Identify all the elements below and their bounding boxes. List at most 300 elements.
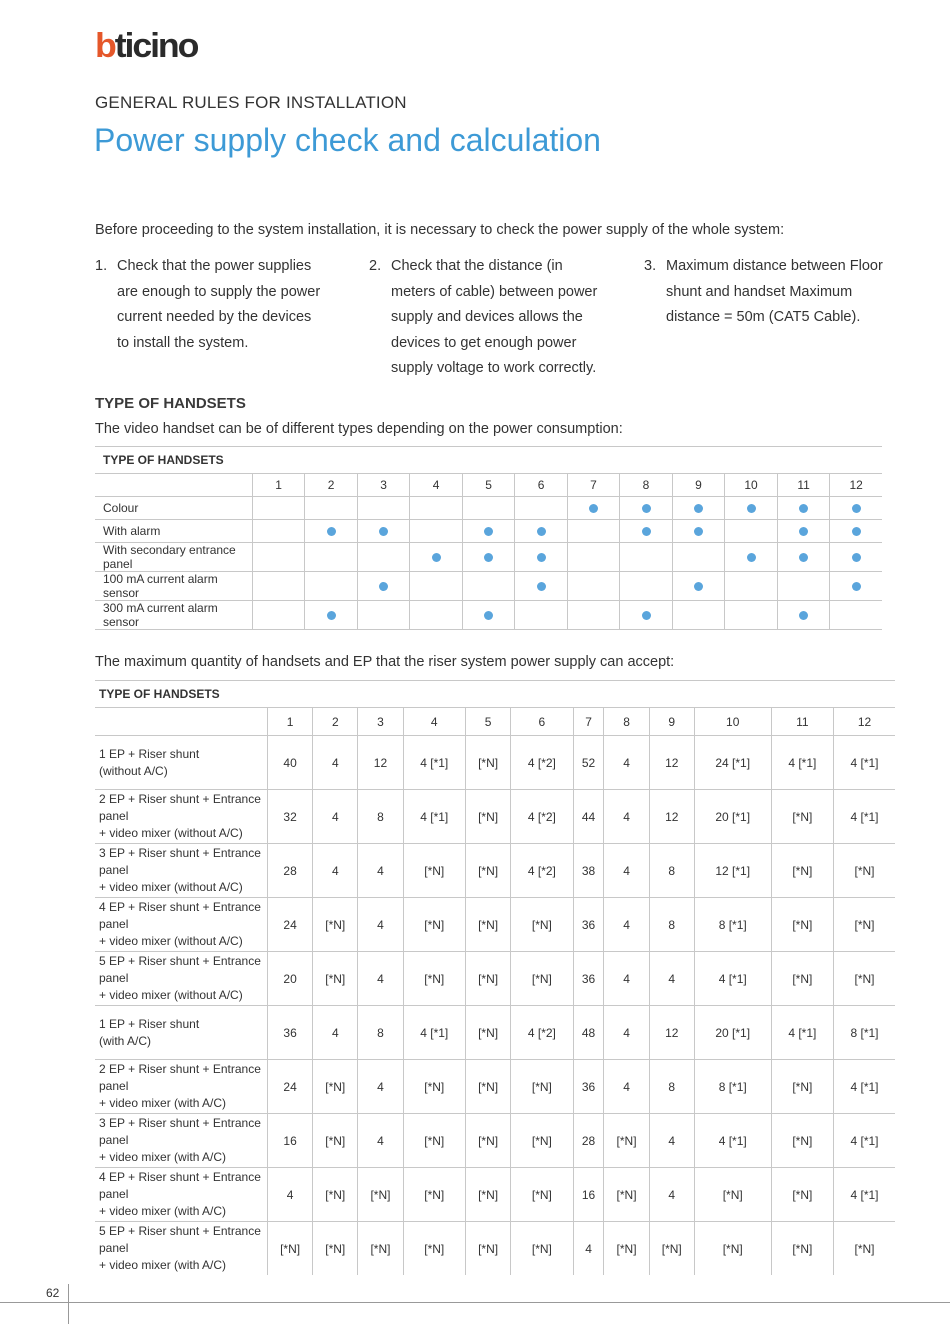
table-cell: 4 bbox=[649, 952, 694, 1006]
table-cell: 16 bbox=[573, 1168, 604, 1222]
table-cell: [*N] bbox=[313, 1060, 358, 1114]
feature-dot-icon bbox=[747, 553, 756, 562]
row-label: 100 mA current alarm sensor bbox=[95, 572, 252, 601]
table-cell: 4 [*1] bbox=[403, 736, 465, 790]
header-corner bbox=[95, 474, 252, 497]
feature-dot-icon bbox=[799, 611, 808, 620]
table-cell: [*N] bbox=[403, 844, 465, 898]
table-cell: [*N] bbox=[268, 1222, 313, 1276]
table-cell bbox=[410, 601, 462, 630]
table-cell bbox=[620, 572, 672, 601]
handset-types-table bbox=[95, 446, 882, 630]
table-cell: [*N] bbox=[771, 844, 833, 898]
table-cell bbox=[357, 520, 409, 543]
table-cell bbox=[462, 520, 514, 543]
table-cell bbox=[462, 543, 514, 572]
table-cell: 8 bbox=[358, 1006, 403, 1060]
table-row bbox=[95, 952, 895, 1006]
column-header: 10 bbox=[694, 708, 771, 736]
table-cell: 4 bbox=[604, 736, 649, 790]
table-cell: 24 bbox=[268, 1060, 313, 1114]
table-cell: 4 bbox=[358, 1114, 403, 1168]
row-label-line-1: 5 EP + Riser shunt + Entrance panel bbox=[99, 954, 261, 985]
feature-dot-icon bbox=[432, 553, 441, 562]
table-cell: [*N] bbox=[511, 952, 573, 1006]
table-cell: [*N] bbox=[511, 1168, 573, 1222]
page-number: 62 bbox=[46, 1286, 60, 1300]
table-row bbox=[95, 572, 882, 601]
table-cell: 4 [*1] bbox=[834, 736, 895, 790]
table-cell: [*N] bbox=[465, 844, 510, 898]
row-label-line-1: 2 EP + Riser shunt + Entrance panel bbox=[99, 1062, 261, 1093]
table-cell: 4 [*1] bbox=[834, 1060, 895, 1114]
table-cell bbox=[305, 497, 357, 520]
row-label-line-1: 1 EP + Riser shunt bbox=[99, 746, 200, 761]
row-label-line-1: 3 EP + Riser shunt + Entrance panel bbox=[99, 846, 261, 877]
column-header: 6 bbox=[511, 708, 573, 736]
table-cell: [*N] bbox=[604, 1168, 649, 1222]
feature-dot-icon bbox=[642, 527, 651, 536]
row-label-line-2: + video mixer (with A/C) bbox=[99, 1150, 227, 1164]
column-header: 10 bbox=[725, 474, 778, 497]
row-label-line-2: + video mixer (without A/C) bbox=[99, 826, 243, 840]
table-cell: [*N] bbox=[465, 1006, 510, 1060]
row-label-line-1: 3 EP + Riser shunt + Entrance panel bbox=[99, 1116, 261, 1147]
table-cell bbox=[252, 572, 304, 601]
table-cell: [*N] bbox=[649, 1222, 694, 1276]
feature-dot-icon bbox=[852, 582, 861, 591]
row-label bbox=[95, 1060, 268, 1114]
table-row bbox=[95, 898, 895, 952]
row-label-line-2: + video mixer (with A/C) bbox=[99, 1204, 227, 1218]
table-cell: 4 [*2] bbox=[511, 1006, 573, 1060]
row-label bbox=[95, 1222, 268, 1276]
table-row bbox=[95, 1222, 895, 1276]
table-cell: [*N] bbox=[403, 898, 465, 952]
row-label-line-2: + video mixer (without A/C) bbox=[99, 934, 243, 948]
step-number: 3. bbox=[644, 258, 657, 274]
table-cell: [*N] bbox=[465, 1222, 510, 1276]
table-cell bbox=[410, 520, 462, 543]
table-cell: 4 bbox=[604, 790, 649, 844]
table-cell: 28 bbox=[573, 1114, 604, 1168]
table-caption: TYPE OF HANDSETS bbox=[95, 681, 895, 708]
table-cell: 4 [*2] bbox=[511, 790, 573, 844]
column-header: 7 bbox=[573, 708, 604, 736]
table-cell: 8 bbox=[649, 844, 694, 898]
table-row bbox=[95, 543, 882, 572]
table-cell: 4 bbox=[313, 844, 358, 898]
table-cell: [*N] bbox=[834, 844, 895, 898]
table-cell bbox=[410, 497, 462, 520]
table-cell: [*N] bbox=[403, 1114, 465, 1168]
column-header: 3 bbox=[358, 708, 403, 736]
column-header: 11 bbox=[771, 708, 833, 736]
table-cell: [*N] bbox=[694, 1222, 771, 1276]
table-cell: 20 [*1] bbox=[694, 790, 771, 844]
feature-dot-icon bbox=[484, 611, 493, 620]
table-cell: [*N] bbox=[834, 952, 895, 1006]
max-quantity-description: The maximum quantity of handsets and EP that the riser system power supply can accept: bbox=[95, 654, 675, 670]
table-cell: 44 bbox=[573, 790, 604, 844]
table-cell: [*N] bbox=[313, 1222, 358, 1276]
row-label bbox=[95, 1114, 268, 1168]
table-cell: 4 bbox=[573, 1222, 604, 1276]
table-cell: 4 bbox=[604, 1006, 649, 1060]
table-cell bbox=[567, 572, 619, 601]
table-cell: 12 [*1] bbox=[694, 844, 771, 898]
table-cell: [*N] bbox=[604, 1222, 649, 1276]
table-cell bbox=[620, 497, 672, 520]
table-cell bbox=[252, 543, 304, 572]
step-text: Check that the power supplies are enough to supply the power current needed by the devices to install the system. bbox=[117, 258, 321, 351]
table-cell: [*N] bbox=[313, 1168, 358, 1222]
table-cell: 8 bbox=[649, 898, 694, 952]
table-cell: 32 bbox=[268, 790, 313, 844]
row-label-line-2: + video mixer (with A/C) bbox=[99, 1258, 227, 1272]
row-label bbox=[95, 790, 268, 844]
max-quantity-table bbox=[95, 680, 895, 1275]
table-cell bbox=[515, 601, 567, 630]
row-label: With secondary entrance panel bbox=[95, 543, 252, 572]
table-cell: 24 [*1] bbox=[694, 736, 771, 790]
table-row bbox=[95, 736, 895, 790]
types-description: The video handset can be of different types depending on the power consumption: bbox=[95, 421, 623, 437]
table-cell: 48 bbox=[573, 1006, 604, 1060]
table-row bbox=[95, 1006, 895, 1060]
column-header: 9 bbox=[649, 708, 694, 736]
table-cell bbox=[305, 601, 357, 630]
column-header: 5 bbox=[462, 474, 514, 497]
row-label bbox=[95, 952, 268, 1006]
table-cell: 4 [*1] bbox=[403, 1006, 465, 1060]
table-cell bbox=[830, 601, 882, 630]
feature-dot-icon bbox=[589, 504, 598, 513]
table-cell: 4 [*1] bbox=[771, 736, 833, 790]
footer-divider bbox=[0, 1302, 950, 1303]
column-header: 1 bbox=[252, 474, 304, 497]
table-cell bbox=[567, 601, 619, 630]
step-number: 1. bbox=[95, 258, 108, 274]
table-cell: 12 bbox=[649, 1006, 694, 1060]
table-cell: 8 bbox=[358, 790, 403, 844]
section-label: GENERAL RULES FOR INSTALLATION bbox=[95, 93, 407, 112]
table-cell bbox=[252, 520, 304, 543]
feature-dot-icon bbox=[852, 553, 861, 562]
table-cell: 12 bbox=[649, 736, 694, 790]
row-label-line-2: (without A/C) bbox=[99, 763, 168, 778]
table-cell bbox=[672, 520, 724, 543]
step-1 bbox=[95, 254, 325, 356]
table-cell: 4 bbox=[268, 1168, 313, 1222]
table-cell: 20 [*1] bbox=[694, 1006, 771, 1060]
table-cell: 24 bbox=[268, 898, 313, 952]
table-cell: [*N] bbox=[771, 1168, 833, 1222]
table-cell bbox=[725, 601, 778, 630]
table-cell: [*N] bbox=[771, 1222, 833, 1276]
table-cell: 4 [*1] bbox=[834, 1168, 895, 1222]
table-cell: 4 bbox=[604, 844, 649, 898]
table-cell bbox=[357, 601, 409, 630]
row-label-line-2: + video mixer (without A/C) bbox=[99, 988, 243, 1002]
table-cell: [*N] bbox=[313, 1114, 358, 1168]
table-cell bbox=[620, 601, 672, 630]
table-cell: 36 bbox=[573, 952, 604, 1006]
table-cell bbox=[777, 543, 830, 572]
table-cell bbox=[672, 543, 724, 572]
table-cell: 4 [*1] bbox=[694, 952, 771, 1006]
header-corner bbox=[95, 708, 268, 736]
table-cell bbox=[305, 520, 357, 543]
table-cell: 12 bbox=[649, 790, 694, 844]
table-cell bbox=[515, 572, 567, 601]
column-header: 8 bbox=[620, 474, 672, 497]
table-cell bbox=[252, 497, 304, 520]
row-label-line-1: 1 EP + Riser shunt bbox=[99, 1016, 200, 1031]
column-header: 12 bbox=[834, 708, 895, 736]
table-cell: 4 bbox=[313, 1006, 358, 1060]
row-label: Colour bbox=[95, 497, 252, 520]
table-cell: [*N] bbox=[771, 790, 833, 844]
row-label: 300 mA current alarm sensor bbox=[95, 601, 252, 630]
table-cell bbox=[672, 572, 724, 601]
table-cell: 4 bbox=[604, 1060, 649, 1114]
table-cell: [*N] bbox=[358, 1222, 403, 1276]
step-text: Check that the distance (in meters of cable) between power supply and devices allows the devices to get enough power supply voltage to work correctly. bbox=[391, 258, 598, 376]
table-cell bbox=[462, 497, 514, 520]
table-caption: TYPE OF HANDSETS bbox=[95, 447, 882, 474]
table-cell bbox=[462, 601, 514, 630]
types-heading: TYPE OF HANDSETS bbox=[95, 395, 246, 412]
row-label bbox=[95, 1168, 268, 1222]
table-cell: [*N] bbox=[511, 898, 573, 952]
feature-dot-icon bbox=[799, 527, 808, 536]
footer-vertical-rule bbox=[68, 1284, 69, 1324]
row-label-line-2: + video mixer (without A/C) bbox=[99, 880, 243, 894]
table-cell bbox=[830, 520, 882, 543]
column-header: 5 bbox=[465, 708, 510, 736]
feature-dot-icon bbox=[327, 611, 336, 620]
table-cell: 4 [*1] bbox=[694, 1114, 771, 1168]
table-cell bbox=[777, 601, 830, 630]
feature-dot-icon bbox=[799, 504, 808, 513]
table-cell bbox=[725, 572, 778, 601]
table-row bbox=[95, 1060, 895, 1114]
feature-dot-icon bbox=[379, 582, 388, 591]
table-cell bbox=[830, 572, 882, 601]
table-cell: 4 bbox=[649, 1168, 694, 1222]
table-row bbox=[95, 497, 882, 520]
column-header: 12 bbox=[830, 474, 882, 497]
column-header: 1 bbox=[268, 708, 313, 736]
table-cell: 4 [*1] bbox=[834, 1114, 895, 1168]
table-cell: 4 [*1] bbox=[834, 790, 895, 844]
row-label-line-1: 5 EP + Riser shunt + Entrance panel bbox=[99, 1224, 261, 1255]
table-cell: [*N] bbox=[465, 736, 510, 790]
bticino-logo: bticino bbox=[95, 27, 198, 65]
table-cell: [*N] bbox=[403, 1060, 465, 1114]
table-cell bbox=[515, 497, 567, 520]
column-header: 4 bbox=[410, 474, 462, 497]
feature-dot-icon bbox=[852, 504, 861, 513]
column-header: 4 bbox=[403, 708, 465, 736]
row-label-line-2: + video mixer (with A/C) bbox=[99, 1096, 227, 1110]
table-cell: 4 bbox=[358, 844, 403, 898]
table-cell bbox=[515, 520, 567, 543]
feature-dot-icon bbox=[642, 611, 651, 620]
table-cell: 4 bbox=[313, 790, 358, 844]
table-cell: 36 bbox=[573, 898, 604, 952]
table-cell bbox=[357, 572, 409, 601]
feature-dot-icon bbox=[537, 582, 546, 591]
table-cell: [*N] bbox=[465, 1060, 510, 1114]
table-caption-row bbox=[95, 681, 895, 708]
table-cell: 4 bbox=[604, 952, 649, 1006]
table-caption-row bbox=[95, 447, 882, 474]
table-cell bbox=[410, 572, 462, 601]
column-header: 6 bbox=[515, 474, 567, 497]
table-cell: 4 bbox=[604, 898, 649, 952]
table-cell bbox=[567, 543, 619, 572]
table-cell: [*N] bbox=[771, 1060, 833, 1114]
table-header-row bbox=[95, 708, 895, 736]
feature-dot-icon bbox=[694, 527, 703, 536]
table-cell bbox=[410, 543, 462, 572]
table-row bbox=[95, 790, 895, 844]
step-text: Maximum distance between Floor shunt and handset Maximum distance = 50m (CAT5 Cable). bbox=[666, 258, 883, 325]
table-row bbox=[95, 520, 882, 543]
table-cell: [*N] bbox=[403, 1222, 465, 1276]
table-cell: 8 [*1] bbox=[694, 898, 771, 952]
row-label-line-2: (with A/C) bbox=[99, 1033, 152, 1048]
table-cell: 40 bbox=[268, 736, 313, 790]
table-cell: 28 bbox=[268, 844, 313, 898]
table-cell bbox=[777, 520, 830, 543]
table-cell bbox=[620, 543, 672, 572]
table-cell bbox=[305, 572, 357, 601]
table-cell: 12 bbox=[358, 736, 403, 790]
table-cell: [*N] bbox=[511, 1060, 573, 1114]
intro-text: Before proceeding to the system installation, it is necessary to check the power supply of the whole system: bbox=[95, 222, 785, 238]
table-cell bbox=[777, 572, 830, 601]
column-header: 9 bbox=[672, 474, 724, 497]
table-cell: 4 bbox=[313, 736, 358, 790]
table-cell bbox=[567, 520, 619, 543]
table-cell: 36 bbox=[268, 1006, 313, 1060]
table-row bbox=[95, 844, 895, 898]
table-cell: 4 bbox=[358, 898, 403, 952]
table-cell: [*N] bbox=[313, 952, 358, 1006]
feature-dot-icon bbox=[799, 553, 808, 562]
table-cell bbox=[357, 543, 409, 572]
feature-dot-icon bbox=[484, 527, 493, 536]
table-cell bbox=[777, 497, 830, 520]
table-cell: [*N] bbox=[511, 1222, 573, 1276]
table-cell: [*N] bbox=[834, 898, 895, 952]
table-cell bbox=[252, 601, 304, 630]
table-cell: 36 bbox=[573, 1060, 604, 1114]
table-cell bbox=[725, 543, 778, 572]
column-header: 11 bbox=[777, 474, 830, 497]
table-cell: [*N] bbox=[834, 1222, 895, 1276]
table-cell: 8 [*1] bbox=[834, 1006, 895, 1060]
table-cell: 8 bbox=[649, 1060, 694, 1114]
column-header: 8 bbox=[604, 708, 649, 736]
table-cell: [*N] bbox=[465, 952, 510, 1006]
table-cell bbox=[515, 543, 567, 572]
row-label-line-1: 4 EP + Riser shunt + Entrance panel bbox=[99, 1170, 261, 1201]
table-cell: [*N] bbox=[358, 1168, 403, 1222]
row-label: With alarm bbox=[95, 520, 252, 543]
table-row bbox=[95, 1114, 895, 1168]
table-cell bbox=[725, 497, 778, 520]
column-header: 2 bbox=[313, 708, 358, 736]
table-cell: [*N] bbox=[465, 898, 510, 952]
table-cell: 4 bbox=[358, 1060, 403, 1114]
feature-dot-icon bbox=[484, 553, 493, 562]
table-cell: [*N] bbox=[313, 898, 358, 952]
table-cell: [*N] bbox=[694, 1168, 771, 1222]
row-label bbox=[95, 1006, 268, 1060]
feature-dot-icon bbox=[537, 527, 546, 536]
table-cell: [*N] bbox=[465, 1168, 510, 1222]
table-cell: 4 [*1] bbox=[771, 1006, 833, 1060]
table-cell bbox=[620, 520, 672, 543]
table-cell: [*N] bbox=[465, 790, 510, 844]
table-cell bbox=[725, 520, 778, 543]
table-cell: 8 [*1] bbox=[694, 1060, 771, 1114]
table-cell: 4 [*2] bbox=[511, 844, 573, 898]
page-title: Power supply check and calculation bbox=[94, 122, 601, 158]
column-header: 2 bbox=[305, 474, 357, 497]
table-cell: [*N] bbox=[771, 952, 833, 1006]
table-cell: 16 bbox=[268, 1114, 313, 1168]
feature-dot-icon bbox=[379, 527, 388, 536]
table-cell: [*N] bbox=[771, 1114, 833, 1168]
step-2 bbox=[369, 254, 611, 382]
feature-dot-icon bbox=[747, 504, 756, 513]
feature-dot-icon bbox=[327, 527, 336, 536]
table-cell: 20 bbox=[268, 952, 313, 1006]
row-label bbox=[95, 736, 268, 790]
table-cell: [*N] bbox=[403, 1168, 465, 1222]
table-cell bbox=[830, 497, 882, 520]
column-header: 3 bbox=[357, 474, 409, 497]
table-cell bbox=[672, 601, 724, 630]
table-cell: [*N] bbox=[771, 898, 833, 952]
row-label bbox=[95, 898, 268, 952]
table-cell: 4 bbox=[358, 952, 403, 1006]
step-3 bbox=[644, 254, 889, 331]
row-label-line-1: 4 EP + Riser shunt + Entrance panel bbox=[99, 900, 261, 931]
table-cell bbox=[462, 572, 514, 601]
table-cell bbox=[357, 497, 409, 520]
row-label-line-1: 2 EP + Riser shunt + Entrance panel bbox=[99, 792, 261, 823]
table-cell bbox=[672, 497, 724, 520]
feature-dot-icon bbox=[694, 504, 703, 513]
table-cell: [*N] bbox=[403, 952, 465, 1006]
column-header: 7 bbox=[567, 474, 619, 497]
table-cell bbox=[567, 497, 619, 520]
table-cell: 52 bbox=[573, 736, 604, 790]
table-row bbox=[95, 1168, 895, 1222]
table-header-row bbox=[95, 474, 882, 497]
table-cell: 4 [*1] bbox=[403, 790, 465, 844]
feature-dot-icon bbox=[852, 527, 861, 536]
table-cell: [*N] bbox=[604, 1114, 649, 1168]
table-cell bbox=[830, 543, 882, 572]
row-label bbox=[95, 844, 268, 898]
